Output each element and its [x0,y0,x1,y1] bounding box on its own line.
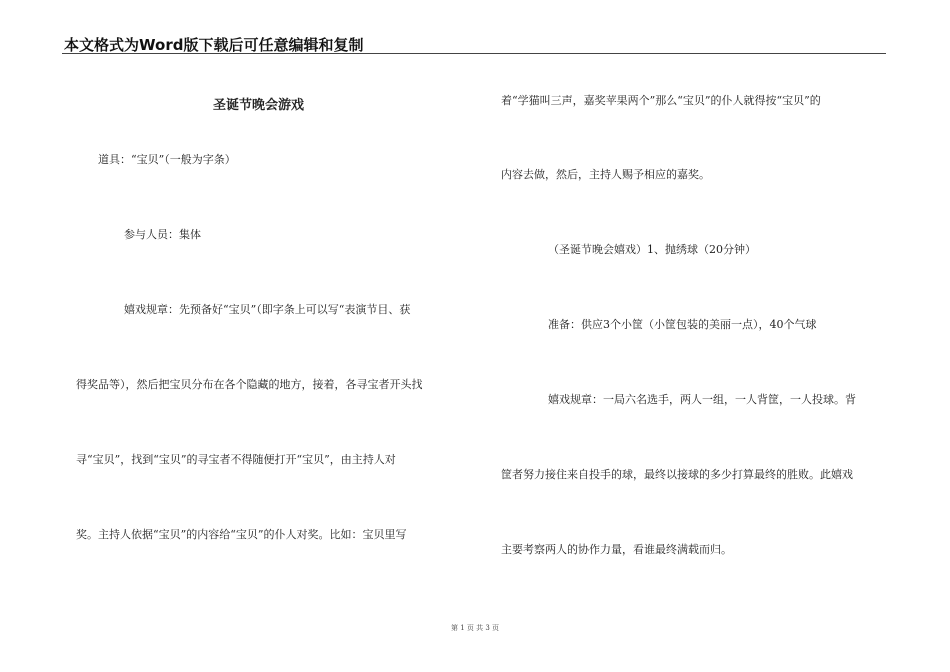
text-line: 道具：“宝贝”（一般为字条） [98,153,236,166]
text-line: 奖。主持人依据“宝贝”的内容给“宝贝”的仆人对奖。比如：宝贝里写 [76,528,407,541]
text-line: 寻“宝贝”，找到“宝贝”的寻宝者不得随便打开“宝贝”，由主持人对 [76,453,396,466]
text-line: 筐者努力接住来自投手的球，最终以接球的多少打算最终的胜败。此嬉戏 [501,468,853,481]
text-line: 嬉戏规章：一局六名选手，两人一组，一人背筐，一人投球。背 [548,393,856,406]
document-title: 圣诞节晚会游戏 [213,98,305,113]
text-line: 着“学猫叫三声，嘉奖苹果两个”那么“宝贝”的仆人就得按“宝贝”的 [501,94,821,107]
text-line: 得奖品等），然后把宝贝分布在各个隐藏的地方，接着，各寻宝者开头找 [76,378,423,391]
header-divider [62,53,886,54]
text-line: 内容去做，然后，主持人赐予相应的嘉奖。 [501,168,710,181]
page-footer: 第 1 页 共 3 页 [450,624,500,632]
text-line: 主要考察两人的协作力量，看谁最终满载而归。 [501,543,732,556]
text-line: 嬉戏规章：先预备好“宝贝”（即字条上可以写“表演节目、获 [124,303,411,316]
document-header-title: 本文格式为Word版下载后可任意编辑和复制 [64,36,364,54]
text-line: 准备：供应3个小筐（小筐包装的美丽一点），40个气球 [548,318,817,331]
text-line: （圣诞节晚会嬉戏）1、抛绣球（20分钟） [548,243,756,256]
text-line: 参与人员：集体 [124,228,201,241]
